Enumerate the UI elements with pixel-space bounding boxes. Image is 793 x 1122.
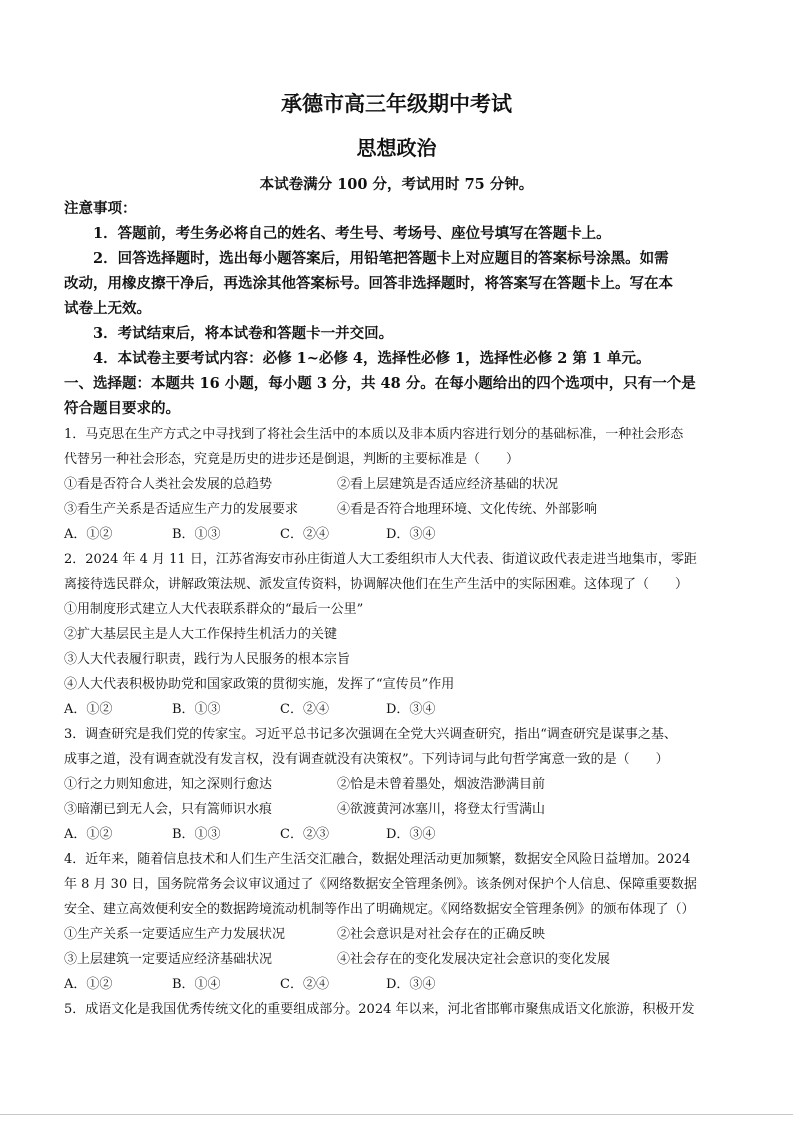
answer-option: A．①② [64, 977, 113, 992]
question-stem: 安全、建立高效便利安全的数据跨境流动机制等作出了明确规定。《网络数据安全管理条例》的颁布体现了（） [64, 902, 695, 917]
question-item: ④欲渡黄河冰塞川，将登太行雪满山 [337, 802, 546, 817]
answer-option: D．③④ [386, 527, 436, 542]
answer-option: C．②③ [280, 827, 329, 842]
note-line: 4．本试卷主要考试内容：必修 1~必修 4，选择性必修 1，选择性必修 2 第 1 单元。 [93, 350, 651, 367]
answer-option: C．②④ [280, 702, 329, 717]
question-item: ④看是否符合地理环境、文化传统、外部影响 [337, 502, 598, 517]
question-item: ③看生产关系是否适应生产力的发展要求 [64, 502, 299, 517]
note-line: 1．答题前，考生务必将自己的姓名、考生号、考场号、座位号填写在答题卡上。 [93, 225, 611, 242]
answer-option: B．①③ [172, 827, 221, 842]
question-stem: 离接待选民群众，讲解政策法规、派发宣传资料，协调解决他们在生产生活中的实际困难。这体现了（ ） [64, 577, 689, 592]
section-heading: 一、选择题：本题共 16 小题，每小题 3 分，共 48 分。在每小题给出的四个选项中，只有一个是 [64, 375, 696, 392]
question-stem: 成事之道，没有调查就没有发言权，没有调查就没有决策权”。下列诗词与此句哲学寓意一致的是（ ） [64, 752, 669, 767]
question-item: ①用制度形式建立人大代表联系群众的“最后一公里” [64, 602, 364, 617]
answer-option: B．①③ [172, 527, 221, 542]
question-item: ③上层建筑一定要适应经济基础状况 [64, 952, 273, 967]
notes-heading: 注意事项： [64, 200, 137, 217]
answer-option: D．③④ [386, 977, 436, 992]
note-line: 3．考试结束后，将本试卷和答题卡一并交回。 [93, 325, 394, 342]
subject-title: 思想政治 [356, 136, 437, 160]
answer-option: C．②④ [280, 527, 329, 542]
question-item: ④社会存在的变化发展决定社会意识的变化发展 [337, 952, 611, 967]
answer-option: A．①② [64, 827, 113, 842]
question-stem: 代替另一种社会形态，究竟是历史的进步还是倒退，判断的主要标准是（ ） [64, 452, 520, 467]
answer-option: D．③④ [386, 827, 436, 842]
answer-option: A．①② [64, 527, 113, 542]
answer-option: D．③④ [386, 702, 436, 717]
note-line: 2．回答选择题时，选出每小题答案后，用铅笔把答题卡上对应题目的答案标号涂黑。如需 [93, 250, 669, 267]
question-item: ④人大代表积极协助党和国家政策的贯彻实施，发挥了“宣传员”作用 [64, 677, 455, 692]
question-item: ③暗潮已到无人会，只有篙师识水痕 [64, 802, 273, 817]
question-item: ①看是否符合人类社会发展的总趋势 [64, 477, 273, 492]
question-item: ②看上层建筑是否适应经济基础的状况 [337, 477, 559, 492]
answer-option: C．②④ [280, 977, 329, 992]
question-item: ③人大代表履行职责，践行为人民服务的根本宗旨 [64, 652, 351, 667]
note-line: 改动，用橡皮擦干净后，再选涂其他答案标号。回答非选择题时，将答案写在答题卡上。写在本 [64, 275, 673, 292]
answer-option: B．①③ [172, 702, 221, 717]
answer-option: B．①④ [172, 977, 221, 992]
question-stem: 5．成语文化是我国优秀传统文化的重要组成部分。2024 年以来，河北省邯郸市聚焦成语文化旅游，积极开发 [64, 1002, 695, 1017]
question-stem: 1．马克思在生产方式之中寻找到了将社会生活中的本质以及非本质内容进行划分的基础标准，一种社会形态 [64, 427, 684, 442]
note-line: 试卷上无效。 [64, 300, 151, 317]
section-heading: 符合题目要求的。 [64, 400, 180, 417]
answer-option: A．①② [64, 702, 113, 717]
question-item: ①生产关系一定要适应生产力发展状况 [64, 927, 286, 942]
page-bottom-rule [0, 1114, 793, 1115]
question-item: ②社会意识是对社会存在的正确反映 [337, 927, 546, 942]
question-stem: 2．2024 年 4 月 11 日，江苏省海安市孙庄街道人大工委组织市人大代表、街道议政代表走进当地集市，零距 [64, 552, 697, 567]
exam-info: 本试卷满分 100 分，考试用时 75 分钟。 [259, 176, 534, 193]
question-item: ②恰是未曾着墨处，烟波浩渺满目前 [337, 777, 546, 792]
exam-title: 承德市高三年级期中考试 [281, 91, 512, 116]
question-stem: 3．调查研究是我们党的传家宝。习近平总书记多次强调在全党大兴调查研究，指出“调查研究是谋事之基、 [64, 727, 677, 742]
question-item: ②扩大基层民主是人大工作保持生机活力的关键 [64, 627, 338, 642]
question-stem: 4．近年来，随着信息技术和人们生产生活交汇融合，数据处理活动更加频繁，数据安全风险日益增加。2024 [64, 852, 691, 867]
question-stem: 年 8 月 30 日，国务院常务会议审议通过了《网络数据安全管理条例》。该条例对保护个人信息、保障重要数据 [64, 877, 697, 892]
question-item: ①行之力则知愈进，知之深则行愈达 [64, 777, 273, 792]
